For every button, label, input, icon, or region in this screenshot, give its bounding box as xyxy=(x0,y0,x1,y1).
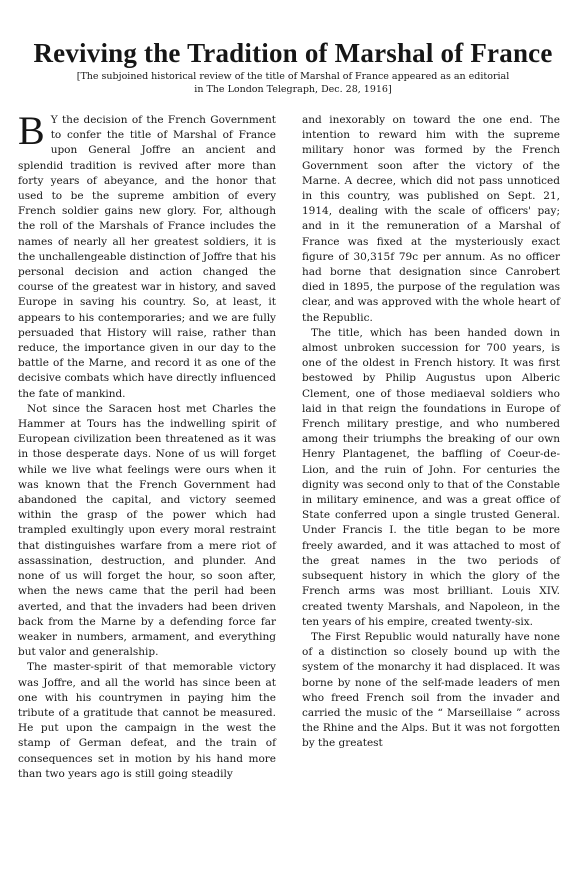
paragraph-3: The master-spirit of that memorable victory was Joffre, and all the world has since been at one with his countrymen in paying him the tribute of a gratitude that cannot be measured. He put upon the campaign in the west the stamp of German defeat, and the train of consequences set in motion by his hand more than two years ago is still going steadily xyxy=(18,661,276,780)
subtitle-line-2: in The London Telegraph, Dec. 28, 1916] xyxy=(194,84,392,95)
subtitle-line-1: [The subjoined historical review of the title of Marshal of France appeared as an editorial xyxy=(76,71,510,82)
paragraph-3-continued: and inexorably on toward the one end. The intention to reward him with the supreme military honor was formed by the French Government soon after the victory of the Marne. A decree, which did not pass unnoticed in this country, was published on Sept. 21, 1914, dealing with the scale of officers' pay; and in it the remuneration of a Marshal of France was fixed at the mysteriously exact figure of 30,315f 79c per annum. As no officer had borne that designation since Canrobert died in 1895, the purpose of the regulation was clear, and was approved with the whole heart of the Republic. xyxy=(302,114,560,324)
paragraph-1 xyxy=(18,108,276,402)
left-column xyxy=(18,108,276,782)
drop-cap: B xyxy=(18,108,45,153)
paragraph-4: The title, which has been handed down in almost unbroken succession for 700 years, is one of the oldest in French history. It was first bestowed by Philip Augustus upon Alberic Clement, one of those mediaeval soldiers who laid in that reign the foundations in Europe of French military prestige, and who numbered among their triumphs the breaking of our own Henry Plantagenet, the baffling of Coeur-de-Lion, and the ruin of John. For centuries the dignity was second only to that of the Constable in military eminence, and was a great office of State conferred upon a single trusted General. Under Francis I. the title began to be more freely awarded, and it was attached to most of the great names in the two periods of subsequent history in which the glory of the French arms was most brilliant. Louis XIV. created twenty Marshals, and Napoleon, in the ten years of his empire, created twenty-six. xyxy=(302,326,560,628)
paragraph-1-text: Y the decision of the French Government to confer the title of Marshal of France upon General Joffre an ancient and splendid tradition is revived after more than forty years of abeyance, and the honor that used to be the supreme ambition of every French soldier gains new glory. For, although the roll of the Marshals of France includes the names of nearly all her greatest soldiers, it is the unchallengeable distinction of Joffre that his personal decision and action changed the course of the greatest war in history, and saved Europe in saving his country. So, at least, it appears to his contemporaries; and we are fully persuaded that History will raise, rather than reduce, the importance given in our day to the battle of the Marne, and record it as one of the decisive combats which have directly influenced the fate of mankind. xyxy=(18,114,276,400)
article-title: Reviving the Tradition of Marshal of France xyxy=(33,38,553,68)
paragraph-5: The First Republic would naturally have none of a distinction so closely bound up with the system of the monarchy it had displaced. It was borne by none of the self-made leaders of men who freed French soil from the invader and carried the music of the “ Marseillaise ” across the Rhine and the Alps. But it was not forgotten by the greatest xyxy=(302,630,560,750)
article-subtitle xyxy=(20,70,566,96)
right-column xyxy=(302,113,560,752)
paragraph-2: Not since the Saracen host met Charles the Hammer at Tours has the indwelling spirit of European civilization been threatened as it was in those desperate days. None of us will forget while we live what feelings were ours when it was known that the French Government had abandoned the capital, and victory seemed within the grasp of the power which had trampled exultingly upon every moral restraint that distinguishes warfare from a mere riot of assassination, destruction, and plunder. And none of us will forget the hour, so soon after, when the news came that the peril had been averted, and that the invaders had been driven back from the Marne by a defending force far weaker in numbers, armament, and everything but valor and generalship. xyxy=(18,402,276,659)
